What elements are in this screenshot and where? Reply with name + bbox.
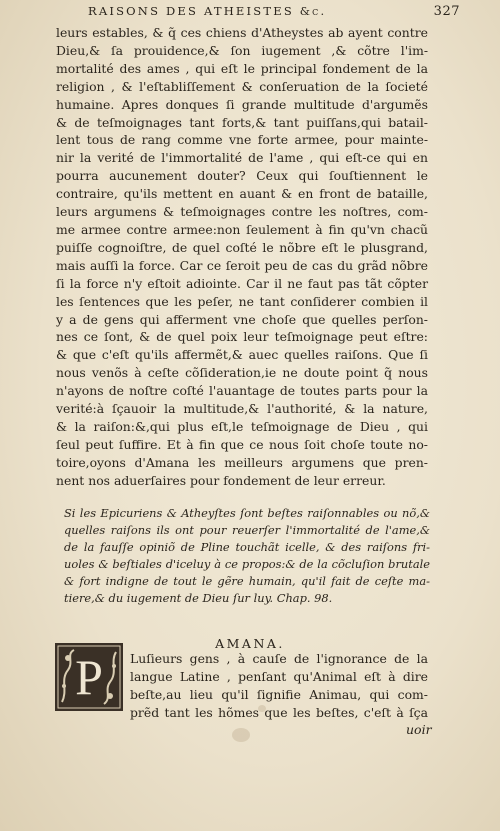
ornament-initial-icon <box>54 642 124 712</box>
text-line: & de teſmoignages tant forts,& tant puiſſans,qui batail- <box>56 114 428 130</box>
running-header <box>88 4 460 19</box>
summary-line: Si les Epicuriens & Atheyſtes ſont beſtes raiſonnables ou nõ,& <box>64 506 430 520</box>
text-line: verité:à ſçauoir la multitude,& l'authorité, & la nature, <box>56 401 428 417</box>
summary-line: uoles & beſtiales d'iceluy à ce propos:& de la cõcluſion brutale <box>64 556 430 571</box>
text-line: & que c'eſt qu'ils affermẽt,& auec quelles raiſons. Que ſi <box>56 347 428 363</box>
text-line: toire,oyons d'Amana les meilleurs argumens que pren- <box>56 454 428 470</box>
text-line: prẽd tant les hõmes que les beſtes, c'eſt à ſça <box>130 705 428 720</box>
section-title: AMANA. <box>215 636 285 651</box>
text-line: me armee contre armee:non ſeulement à fin qu'vn chacũ <box>56 221 428 237</box>
text-line: nes ce ſont, & de quel poix leur teſmoignage peut eſtre: <box>56 329 428 345</box>
text-line: Luſieurs gens , à cauſe de l'ignorance de la <box>130 651 428 666</box>
summary-line: de la fauſſe opiniõ de Pline touchãt icelle, & des raiſons fri- <box>64 539 430 554</box>
text-line: religion , & l'eſtabliſſement & conſeruation de la ſocieté <box>56 78 428 94</box>
paper-stain <box>232 728 250 742</box>
text-line: nous venõs à ceſte cõſideration,ie ne doute point q̃ nous <box>56 365 428 381</box>
chapter-summary <box>64 505 430 606</box>
text-line: langue Latine , penſant qu'Animal eſt à dire <box>130 669 428 684</box>
text-line: ſeul peut ſuffire. Et à fin que ce nous ſoit choſe toute no- <box>56 436 428 452</box>
text-line: n'ayons de noſtre coſté l'auantage de toutes parts pour la <box>56 383 428 399</box>
body-text <box>56 24 428 490</box>
catchword: uoir <box>406 722 432 737</box>
text-line: ſi la force n'y eſtoit adiointe. Car il ne faut pas tãt cõpter <box>56 275 428 291</box>
text-line: lent tous de rang comme vne forte armee, pour mainte- <box>56 132 428 148</box>
text-line: mais auſſi la force. Car ce ſeroit peu de cas du grãd nõbre <box>56 257 428 273</box>
text-line: leurs argumens & teſmoignages contre les noſtres, com- <box>56 204 428 220</box>
dropcap-letter: P <box>75 649 103 705</box>
summary-line: & fort indigne de tout le gẽre humain, qu'il fait de ceſte ma- <box>64 573 430 588</box>
text-line: mortalité des ames , qui eſt le principal fondement de la <box>56 60 428 76</box>
page-number: 327 <box>433 4 460 19</box>
summary-line: tiere,& du iugement de Dieu ſur luy. Chap. 98. <box>64 590 333 605</box>
text-line: puiſſe cognoiſtre, de quel coſté le nõbre eſt le plusgrand, <box>56 239 428 255</box>
text-line: leurs estables, & q̃ ces chiens d'Atheystes ab ayent contre <box>56 25 428 40</box>
text-line: humaine. Apres donques ſi grande multitude d'argumẽs <box>56 96 428 112</box>
text-line: contraire, qu'ils mettent en auant & en front de bataille, <box>56 186 428 202</box>
running-title: RAISONS DES ATHEISTES &c. <box>88 4 327 18</box>
text-line: nent nos aduerſaires pour fondement de leur erreur. <box>56 472 386 488</box>
text-line: & la raiſon:&,qui plus eſt,le teſmoignage de Dieu , qui <box>56 418 428 434</box>
text-line: beſte,au lieu qu'il ſignifie Animau, qui com- <box>130 687 428 702</box>
text-line: Dieu,& ſa prouidence,& ſon iugement ,& cõtre l'im- <box>56 42 428 58</box>
amana-paragraph <box>130 650 428 722</box>
text-line: les ſentences que les peſer, ne tant conſiderer combien il <box>56 293 428 309</box>
summary-line: quelles raiſons ils ont pour reuerſer l'immortalité de l'ame,& <box>64 522 430 537</box>
text-line: y a de gens qui afferment vne choſe que quelles perſon- <box>56 311 428 327</box>
decorated-initial <box>54 642 124 712</box>
text-line: pourra aucunement douter? Ceux qui ſouſtiennent le <box>56 168 428 184</box>
text-line: nir la verité de l'immortalité de l'ame , qui eſt-ce qui en <box>56 150 428 166</box>
